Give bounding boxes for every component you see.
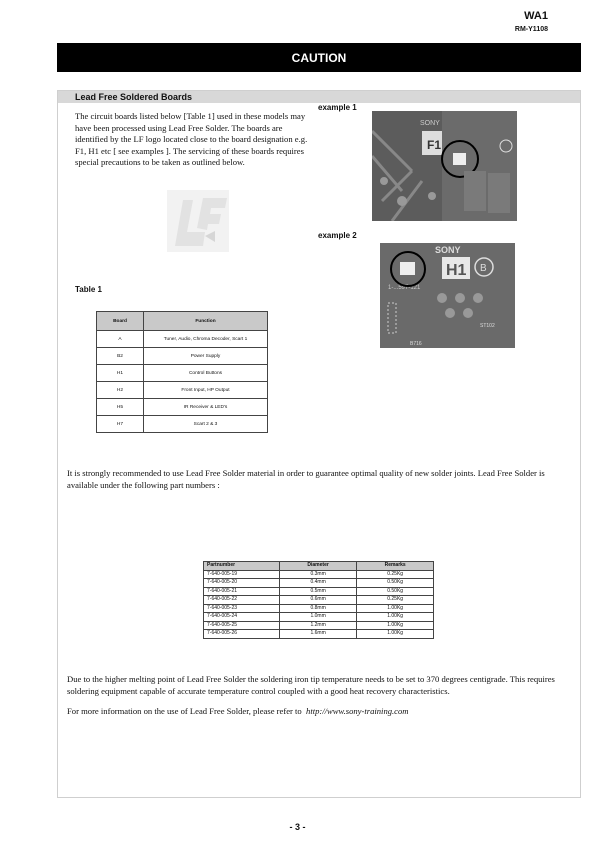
partnumber-cell: 7-640-005-24 (204, 613, 280, 622)
function-cell: IR Receiver & LED's (144, 399, 268, 416)
remarks-cell: 1.00Kg (357, 621, 434, 630)
board-column-header: Board (97, 312, 144, 331)
partnumber-cell: 7-640-005-25 (204, 621, 280, 630)
board-table (96, 311, 268, 433)
example-1-photo (372, 111, 517, 221)
model-name: WA1 (524, 10, 548, 22)
ex2-component-label: B716 (410, 341, 422, 347)
remarks-cell: 1.00Kg (357, 604, 434, 613)
function-cell: Front Input, HP Output (144, 382, 268, 399)
table-row (204, 613, 434, 622)
function-cell: Scart 2 & 3 (144, 416, 268, 433)
partnumber-column-header: Partnumber (204, 562, 280, 571)
remarks-cell: 0.50Kg (357, 579, 434, 588)
section-title: Lead Free Soldered Boards (75, 92, 193, 102)
remarks-cell: 1.00Kg (357, 613, 434, 622)
table-row (204, 630, 434, 639)
board-cell: H1 (97, 365, 144, 382)
page-number: - 3 - (289, 822, 306, 832)
ex1-board-label: F1 (427, 138, 442, 152)
remarks-cell: 1.00Kg (357, 630, 434, 639)
partnumber-cell: 7-640-005-21 (204, 587, 280, 596)
board-cell: H5 (97, 399, 144, 416)
board-cell: H7 (97, 416, 144, 433)
partnumber-cell: 7-640-005-19 (204, 570, 280, 579)
table-row (204, 604, 434, 613)
training-link[interactable]: http://www.sony-training.com (306, 706, 409, 716)
recommendation-paragraph: It is strongly recommended to use Lead Free Solder material in order to guarantee optimal quality of new solder joints. Lead Free Solder is available under the following part numbers : (67, 468, 545, 490)
diameter-cell: 1.6mm (279, 630, 356, 639)
ex2-b-mark: B (480, 263, 487, 274)
remote-model: RM-Y1108 (514, 26, 548, 33)
table-header-row (204, 562, 434, 571)
table-row (204, 579, 434, 588)
partnumber-cell: 7-640-005-22 (204, 596, 280, 605)
board-cell: H2 (97, 382, 144, 399)
partnumber-cell: 7-640-005-26 (204, 630, 280, 639)
table-row (204, 587, 434, 596)
more-info-text: For more information on the use of Lead Free Solder, please refer to (67, 706, 302, 716)
ex2-brand-label: SONY (435, 245, 461, 255)
partnumber-cell: 7-640-005-20 (204, 579, 280, 588)
function-cell: Power Supply (144, 348, 268, 365)
lf-logo-icon (163, 186, 233, 256)
board-cell: B2 (97, 348, 144, 365)
function-cell: Control Buttons (144, 365, 268, 382)
melting-point-paragraph: Due to the higher melting point of Lead Free Solder the soldering iron tip temperature needs to be set to 370 degrees centigrade. This requires soldering equipment capable of accurate temperature control coupled with a good heat recovery characteristics. (67, 674, 555, 696)
diameter-cell: 0.3mm (279, 570, 356, 579)
parts-table (203, 561, 434, 639)
diameter-cell: 1.2mm (279, 621, 356, 630)
partnumber-cell: 7-640-005-23 (204, 604, 280, 613)
remarks-cell: 0.50Kg (357, 587, 434, 596)
remarks-cell: 0.25Kg (357, 596, 434, 605)
function-column-header: Function (144, 312, 268, 331)
example-2-photo (380, 243, 515, 348)
table-1-label: Table 1 (75, 285, 102, 294)
diameter-cell: 0.8mm (279, 604, 356, 613)
diameter-cell: 0.6mm (279, 596, 356, 605)
ex2-board-label: H1 (446, 262, 467, 279)
function-cell: Tuner, Audio, Chroma Decoder, Scart 1 (144, 331, 268, 348)
table-row (97, 331, 268, 348)
table-row (204, 570, 434, 579)
board-cell: A (97, 331, 144, 348)
ex2-part-label: 1-...597-121 (388, 285, 421, 291)
diameter-cell: 0.5mm (279, 587, 356, 596)
diameter-cell: 0.4mm (279, 579, 356, 588)
table-row (204, 596, 434, 605)
table-row (204, 621, 434, 630)
ex2-connector-label: ST102 (480, 323, 495, 329)
example-2-label: example 2 (318, 231, 357, 240)
ex1-brand-label: SONY (420, 120, 440, 127)
diameter-column-header: Diameter (279, 562, 356, 571)
table-row (97, 416, 268, 433)
remarks-column-header: Remarks (357, 562, 434, 571)
remarks-cell: 0.25Kg (357, 570, 434, 579)
table-row (97, 399, 268, 416)
table-row (97, 365, 268, 382)
table-row (97, 382, 268, 399)
more-info-paragraph (67, 706, 577, 716)
intro-paragraph: The circuit boards listed below [Table 1] used in these models may have been processed using Lead Free Solder. The boards are identified by the LF logo located close to the board designation e.g. F1, H1 etc [ see examples ]. The servicing of these boards requires special precautions to be taken as outlined below. (75, 111, 308, 167)
table-header-row (97, 312, 268, 331)
table-row (97, 348, 268, 365)
caution-banner (57, 43, 581, 72)
caution-title: CAUTION (291, 50, 347, 65)
example-1-label: example 1 (318, 103, 357, 112)
diameter-cell: 1.0mm (279, 613, 356, 622)
